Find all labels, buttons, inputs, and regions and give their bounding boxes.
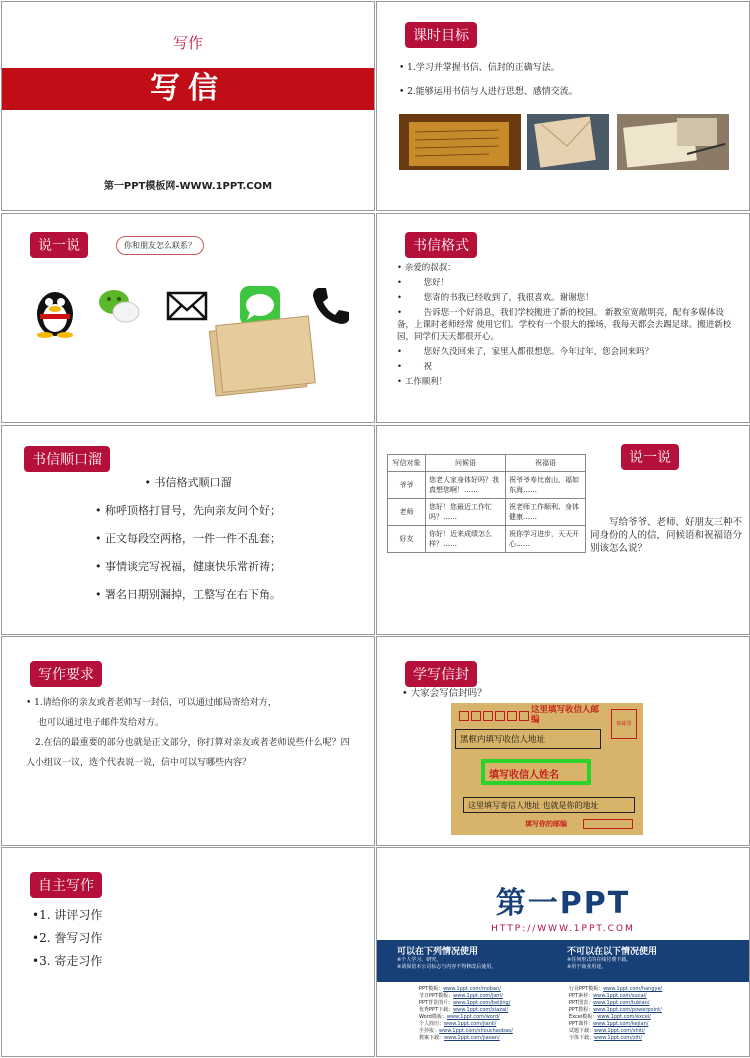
can-use-title: 可以在下列情况使用 — [397, 947, 479, 957]
sender-postcode-label: 填写你的邮编 — [525, 820, 567, 828]
mail-icon — [165, 284, 209, 328]
resource-link[interactable]: PPT课件：www.1ppt.com/kejian/ — [569, 1021, 649, 1027]
table-header: 问候语 — [426, 455, 506, 472]
slide-credits[interactable] — [376, 847, 750, 1057]
letter-line: • 您好久没回来了，家里人都很想您。今年过年，您会回来吗？ — [397, 347, 654, 357]
slide-tag: 书信顺口溜 — [24, 446, 110, 472]
table-cell: 您老人家身体好吗？我真想您啊！…… — [426, 472, 506, 499]
resource-link[interactable]: 教案下载：www.1ppt.com/jiaoan/ — [419, 1035, 500, 1041]
postcode-label: 这里填写收信人邮编 — [531, 705, 600, 725]
slide-tag: 写作要求 — [30, 661, 102, 687]
stamp-box: 贴邮票 — [611, 709, 637, 739]
goal-item: • 2.能够运用书信与人进行思想、感情交流。 — [399, 87, 578, 97]
goal-item: • 1.学习并掌握书信、信封的正确写法。 — [399, 63, 560, 73]
resource-link[interactable]: Excel模板：www.1ppt.com/excel/ — [569, 1014, 651, 1020]
slide-goals[interactable] — [376, 1, 750, 211]
slide-tag: 说一说 — [30, 232, 88, 258]
title-band: 写信 — [2, 68, 374, 110]
requirements-text — [26, 693, 354, 773]
logo-text: 第一PPT — [495, 886, 631, 921]
can-use-column — [397, 944, 496, 971]
envelope-photo — [527, 114, 609, 170]
links-left — [419, 986, 513, 1042]
resource-link[interactable]: PPT模板：www.1ppt.com/moban/ — [419, 986, 501, 992]
recipient-name-box: 填写收信人姓名 — [481, 759, 591, 785]
slide-requirements[interactable] — [1, 636, 375, 846]
letter-line: • 您寄的书我已经收到了，我很喜欢。谢谢您！ — [397, 293, 594, 303]
table-header-row — [388, 455, 586, 472]
letter-line: • 工作顺利！ — [397, 377, 448, 387]
goal-list — [399, 60, 578, 108]
links-right — [569, 986, 662, 1042]
resource-link[interactable]: 个人简历：www.1ppt.com/jianli/ — [419, 1021, 497, 1027]
logo-url: HTTP://WWW.1PPT.COM — [491, 924, 635, 934]
table-cell: 您好！您最近工作忙吗？…… — [426, 499, 506, 526]
resource-link[interactable]: PPT教程：www.1ppt.com/powerpoint/ — [569, 1007, 662, 1013]
slide-envelope[interactable] — [376, 636, 750, 846]
resource-link[interactable]: Word模板：www.1ppt.com/word/ — [419, 1014, 500, 1020]
letter-sample — [397, 262, 737, 391]
step-item: •2. 誊写习作 — [32, 931, 103, 945]
resource-link[interactable]: 手抄报：www.1ppt.com/shouchaobao/ — [419, 1028, 513, 1034]
slide-rhyme[interactable] — [1, 425, 375, 635]
rhyme-line: • 称呼顶格打冒号，先向亲友问个好； — [95, 504, 281, 517]
logo — [377, 878, 749, 934]
writing-photo — [399, 114, 521, 170]
rhyme-lines — [2, 474, 374, 614]
table-row — [388, 526, 586, 553]
question-text: 写给爷爷、老师、好朋友三种不同身份的人的信，问候语和祝福语分别该怎么说？ — [590, 517, 743, 554]
site-label: 第一PPT模板网-WWW.1PPT.COM — [103, 181, 273, 192]
step-list — [32, 906, 102, 975]
resource-link[interactable]: PPT图表：www.1ppt.com/tubiao/ — [569, 1000, 650, 1006]
cannot-use-column — [567, 944, 657, 971]
sender-postcode-box — [583, 819, 633, 829]
letter-line: • 亲爱的叔叔： — [397, 263, 456, 273]
step-item: •3. 寄走习作 — [32, 954, 103, 968]
can-use-item: ※个人学习、研究。 — [397, 957, 442, 963]
table-header: 写信对象 — [388, 455, 426, 472]
rhyme-line: • 署名日期别漏掉，工整写在右下角。 — [95, 588, 281, 601]
envelope-stack — [209, 321, 307, 396]
speech-bubble: 你和朋友怎么联系？ — [116, 236, 204, 255]
slide-tag: 书信格式 — [405, 232, 477, 258]
resource-link[interactable]: PPT背景图片：www.1ppt.com/beijing/ — [419, 1000, 511, 1006]
wechat-icon — [97, 284, 141, 328]
letter-line: • 您好！ — [397, 278, 450, 288]
question-text: • 大家会写信封吗？ — [402, 688, 487, 699]
table-cell: 好友 — [388, 526, 426, 553]
rhyme-line: • 正文每段空两格，一件一件不乱套； — [95, 532, 281, 545]
cannot-use-item: ※用于商业用途。 — [567, 964, 607, 970]
slide-tag: 自主写作 — [30, 872, 102, 898]
resource-link[interactable]: 节日PPT模板：www.1ppt.com/jieri/ — [419, 993, 503, 999]
slide-self-writing[interactable] — [1, 847, 375, 1057]
table-cell: 老师 — [388, 499, 426, 526]
table-cell: 祝你学习进步，天天开心…… — [506, 526, 586, 553]
slide-title[interactable] — [1, 1, 375, 211]
requirement-line: 2.在信的最重要的部分也就是正文部分，你打算对亲友或者老师说些什么呢？四人小组议一议，选个代表说一说，信中可以写哪些内容？ — [26, 738, 350, 768]
postcard-photo — [617, 114, 729, 170]
table-cell: 爷爷 — [388, 472, 426, 499]
cannot-use-item: ※任何形式的在线付费下载。 — [567, 957, 632, 963]
recipient-address-box: 黑框内填写收信人地址 — [455, 729, 601, 749]
letter-line: • 祝 — [397, 362, 433, 372]
resource-link[interactable]: 行业PPT模板：www.1ppt.com/hangye/ — [569, 986, 663, 992]
requirement-line: • 1.请给你的亲友或者老师写一封信，可以通过邮局寄给对方， — [26, 698, 277, 708]
postcode-boxes — [459, 711, 529, 721]
usage-bar — [377, 940, 749, 982]
rhyme-line: • 事情谈完写祝福，健康快乐常祈祷； — [95, 560, 281, 573]
envelope-diagram — [451, 703, 643, 835]
table-cell: 你好！近来成绩怎么样？…… — [426, 526, 506, 553]
phone-icon — [308, 284, 352, 328]
table-cell: 祝老师工作顺利、身体健康…… — [506, 499, 586, 526]
resource-link[interactable]: 字体下载：www.1ppt.com/ziti/ — [569, 1035, 642, 1041]
letter-line: • 告诉您一个好消息，我们学校搬进了新的校园。 新教室宽敞明亮，配有多媒体设备，上课时老师经常 使用它们。学校有一个很大的操场，我每天都会去踢足球。搬进新校园，同学们天天都很开心。 — [397, 308, 732, 342]
resource-link[interactable]: PPT素材：www.1ppt.com/sucai/ — [569, 993, 647, 999]
slide-tag: 说一说 — [621, 444, 679, 470]
rhyme-line: • 书信格式顺口溜 — [144, 476, 232, 489]
slide-tag: 课时目标 — [405, 22, 477, 48]
subtitle: 写作 — [172, 34, 203, 52]
resource-link[interactable]: 优秀PPT下载：www.1ppt.com/xiazai/ — [419, 1007, 509, 1013]
slide-greetings[interactable] — [376, 425, 750, 635]
can-use-item: ※请保留本公司标志与内容不得修改后使用。 — [397, 964, 497, 970]
table-cell: 祝爷爷寿比南山、福如东海…… — [506, 472, 586, 499]
table-header: 祝福语 — [506, 455, 586, 472]
step-item: •1. 讲评习作 — [32, 908, 103, 922]
sender-address-box: 这里填写寄信人地址 也就是你的地址 — [463, 797, 635, 813]
greetings-table — [387, 454, 586, 553]
resource-link[interactable]: 试题下载：www.1ppt.com/shiti/ — [569, 1028, 646, 1034]
cannot-use-title: 不可以在以下情况使用 — [567, 947, 658, 957]
qq-penguin-icon — [30, 284, 80, 338]
slide-tag: 学写信封 — [405, 661, 477, 687]
table-row — [388, 472, 586, 499]
slide-contact[interactable] — [1, 213, 375, 423]
requirement-line: 也可以通过电子邮件发给对方。 — [38, 718, 165, 728]
table-row — [388, 499, 586, 526]
slide-format[interactable] — [376, 213, 750, 423]
